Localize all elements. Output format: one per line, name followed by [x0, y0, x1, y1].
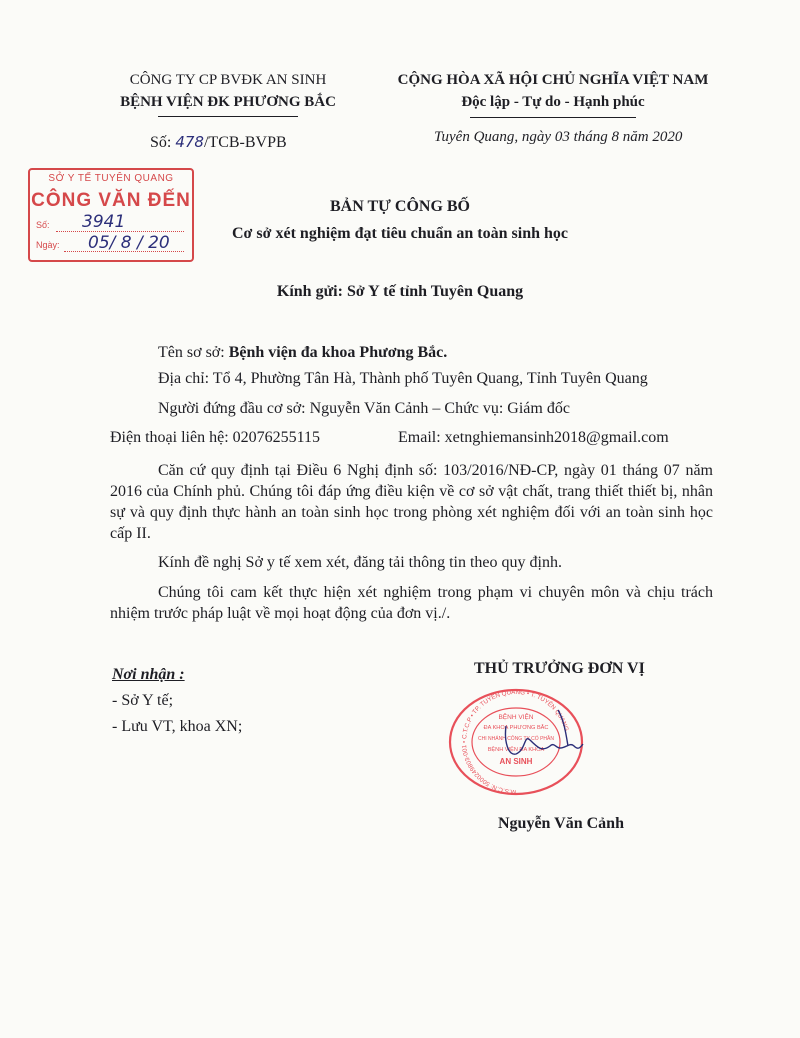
signature-title: THỦ TRƯỞNG ĐƠN VỊ — [474, 660, 645, 677]
facility-name-value: Bệnh viện đa khoa Phương Bắc. — [228, 344, 448, 361]
organization-seal — [446, 686, 586, 798]
document-subtitle: Cơ sở xét nghiệm đạt tiêu chuẩn an toàn sinh học — [232, 225, 568, 242]
body-paragraph-1: Căn cứ quy định tại Điều 6 Nghị định số: 103/2016/NĐ-CP, ngày 01 tháng 07 năm 2016 của Chính phủ. Chúng tôi đáp ứng điều kiện về cơ sở vật chất, trang thiết thiết bị, nhân sự và quy định thực hành an toàn sinh học trong phòng xét nghiệm đối với an toàn sinh học cấp II. — [110, 462, 713, 542]
stamp-title: CÔNG VĂN ĐẾN — [31, 190, 191, 211]
hospital-name: BỆNH VIỆN ĐK PHƯƠNG BẮC — [120, 94, 336, 110]
country-name: CỘNG HÒA XÃ HỘI CHỦ NGHĨA VIỆT NAM — [397, 72, 709, 88]
stamp-date-label: Ngày: — [36, 240, 60, 250]
document-number-prefix: Số: — [150, 134, 172, 151]
facility-address: Địa chỉ: Tổ 4, Phường Tân Hà, Thành phố Tuyên Quang, Tỉnh Tuyên Quang — [158, 370, 648, 387]
seal-ring-text: M.S.C.N: 5000249803-001 • C.T.C.P • TP. TUYÊN QUANG • T. TUYÊN QUANG — [461, 688, 570, 796]
recipients-item: - Sở Y tế; — [112, 692, 174, 709]
signer-name: Nguyễn Văn Cảnh — [498, 815, 624, 832]
seal-line-5: AN SINH — [499, 757, 533, 766]
seal-outer-ring — [450, 690, 582, 794]
company-name: CÔNG TY CP BVĐK AN SINH — [129, 72, 327, 88]
document-title: BẢN TỰ CÔNG BỐ — [329, 198, 470, 215]
facility-name-label: Tên sơ sở: — [158, 344, 225, 361]
seal-line-3: CHI NHÁNH CÔNG TY CỔ PHẦN — [478, 736, 554, 742]
document-number — [150, 133, 287, 152]
recipient-line: Kính gửi: Sở Y tế tỉnh Tuyên Quang — [276, 283, 524, 300]
document-number-suffix: /TCB-BVPB — [203, 134, 287, 151]
stamp-number-value: 3941 — [82, 212, 126, 232]
facility-head: Người đứng đầu cơ sở: Nguyễn Văn Cảnh – Chức vụ: Giám đốc — [158, 400, 570, 417]
seal-line-2: ĐA KHOA PHƯƠNG BẮC — [483, 725, 549, 731]
recipients-label: Nơi nhận : — [112, 666, 185, 683]
stamp-org: SỞ Y TẾ TUYÊN QUANG — [48, 173, 174, 184]
body-paragraph-3: Chúng tôi cam kết thực hiện xét nghiệm trong phạm vi chuyên môn và chịu trách nhiệm trước pháp luật về mọi hoạt động của đơn vị./. — [110, 584, 713, 622]
stamp-number-label: Số: — [36, 220, 50, 230]
national-motto: Độc lập - Tự do - Hạnh phúc — [461, 94, 645, 110]
seal-line-1: BỆNH VIỆN — [498, 714, 534, 721]
facility-phone: Điện thoại liên hệ: 02076255115 — [110, 429, 321, 446]
hospital-underline — [158, 116, 298, 117]
motto-underline — [470, 117, 636, 118]
facility-email: Email: xetnghiemansinh2018@gmail.com — [398, 429, 669, 446]
place-date: Tuyên Quang, ngày 03 tháng 8 năm 2020 — [434, 129, 683, 145]
seal-line-4: BỆNH VIỆN ĐA KHOA — [487, 747, 545, 753]
body-paragraph-2: Kính đề nghị Sở y tế xem xét, đăng tải thông tin theo quy định. — [158, 554, 562, 571]
facility-name — [158, 344, 447, 362]
document-number-handwritten: 478 — [175, 133, 204, 151]
stamp-date-value: 05/ 8 / 20 — [88, 233, 170, 253]
recipients-item: - Lưu VT, khoa XN; — [112, 718, 243, 735]
